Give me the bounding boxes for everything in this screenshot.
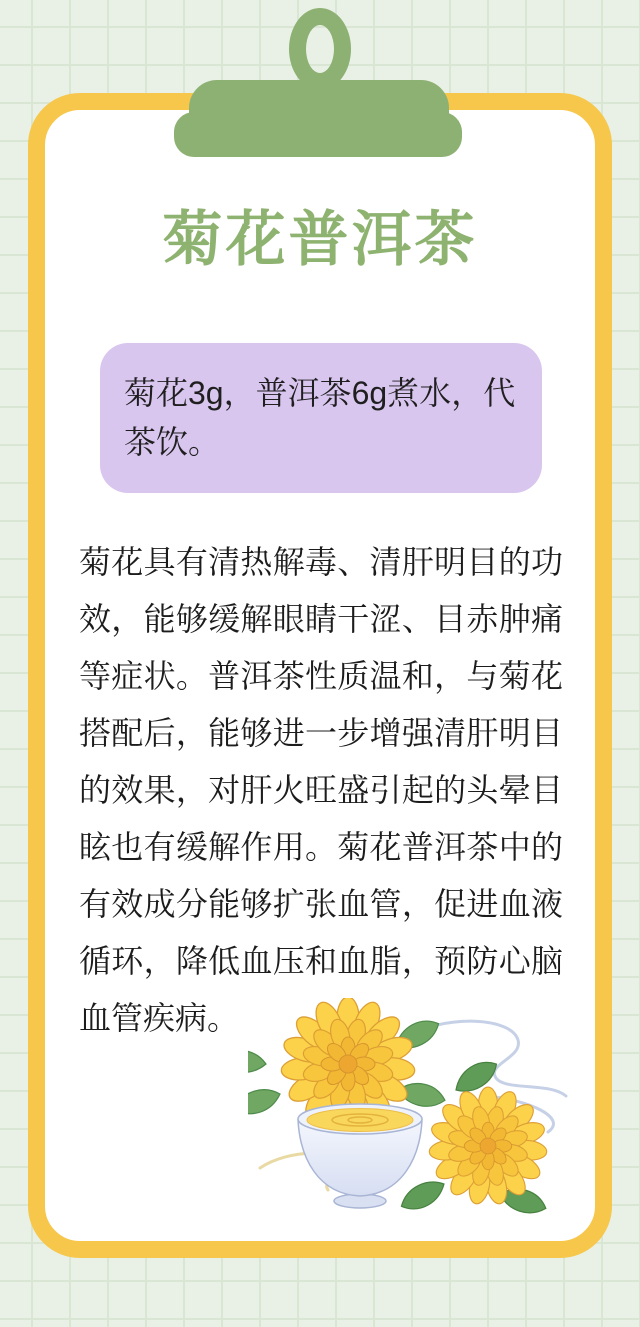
chrysanthemum-tea-illustration (248, 998, 584, 1236)
tea-cup-icon (298, 1104, 422, 1208)
chrysanthemum-flower-icon (428, 1087, 547, 1206)
body-text: 菊花具有清热解毒、清肝明目的功效，能够缓解眼睛干涩、目赤肿痛等症状。普洱茶性质温和，与菊花搭配后，能够进一步增强清肝明目的效果，对肝火旺盛引起的头晕目眩也有缓解作用。菊花普洱茶中的有效成分能够扩张血管，促进血液循环，降低血压和血脂，预防心脑血管疾病。 (79, 544, 563, 1036)
binder-clip-lower-icon (174, 112, 462, 157)
recipe-box (100, 343, 542, 493)
recipe-text: 菊花3g，普洱茶6g煮水，代茶饮。 (124, 375, 516, 460)
page-title: 菊花普洱茶 (162, 206, 478, 273)
binder-clip-ring-icon (289, 8, 351, 90)
